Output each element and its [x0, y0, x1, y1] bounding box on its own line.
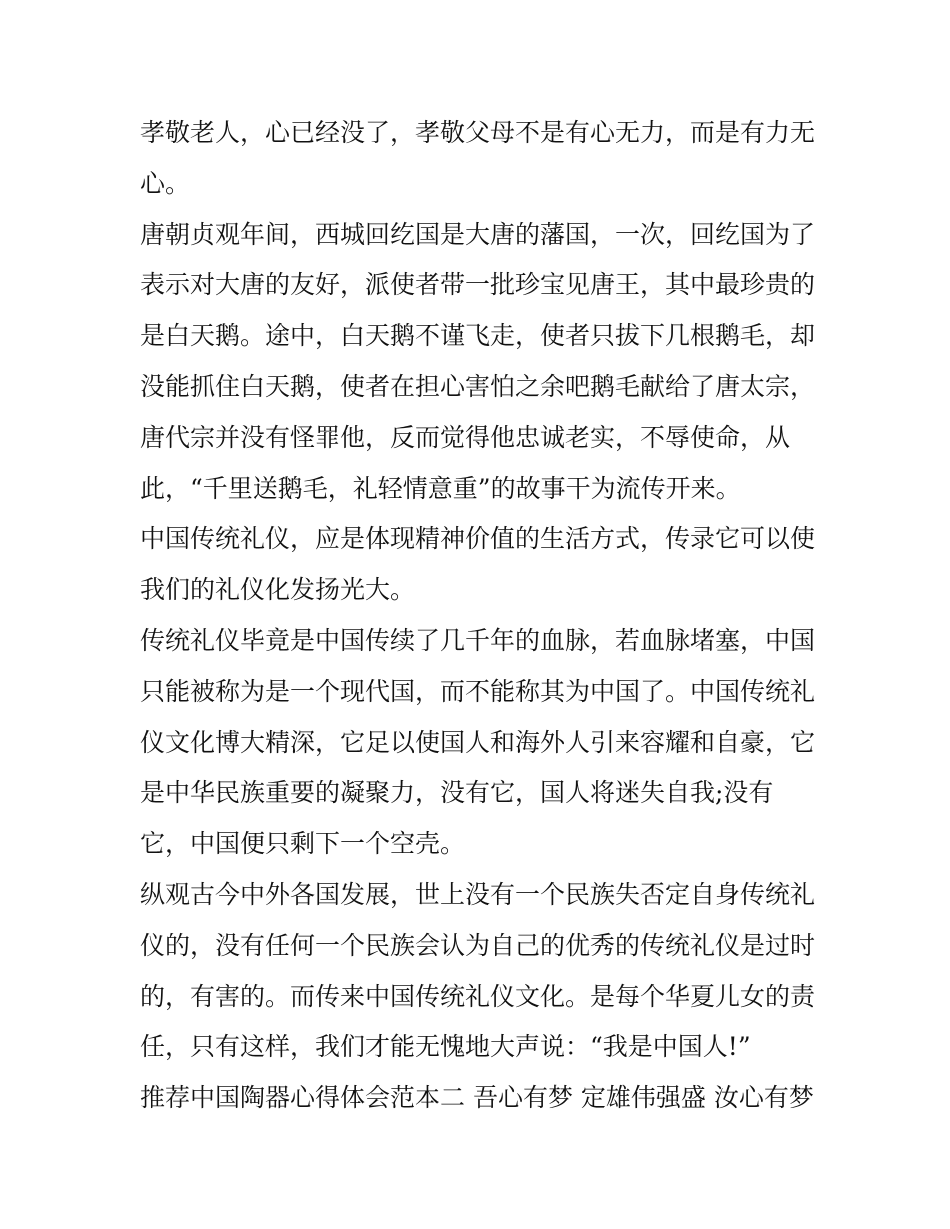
text-line: 只能被称为是一个现代国，而不能称其为中国了。中国传统礼: [140, 676, 816, 706]
text-line: 传统礼仪毕竟是中国传续了几千年的血脉，若血脉堵塞，中国: [140, 625, 816, 655]
text-line: 仪文化博大精深，它足以使国人和海外人引来容耀和自豪，它: [140, 727, 816, 757]
text-line: 是中华民族重要的凝聚力，没有它，国人将迷失自我;没有: [140, 778, 774, 808]
text-line: 此，“千里送鹅毛，礼轻情意重”的故事干为流传开来。: [140, 473, 741, 503]
text-line: 纵观古今中外各国发展，世上没有一个民族失否定自身传统礼: [140, 879, 816, 909]
text-line: 没能抓住白天鹅，使者在担心害怕之余吧鹅毛献给了唐太宗，: [140, 371, 816, 401]
text-line: 表示对大唐的友好，派使者带一批珍宝见唐王，其中最珍贵的: [140, 270, 816, 300]
text-line: 的，有害的。而传来中国传统礼仪文化。是每个华夏儿女的责: [140, 981, 816, 1011]
body-text: [140, 108, 820, 1124]
text-line: 我们的礼仪化发扬光大。: [140, 575, 416, 605]
text-line: 推荐中国陶器心得体会范本二 吾心有梦 定雄伟强盛 汝心有梦: [140, 1083, 814, 1113]
text-line: 孝敬老人，心已经没了，孝敬父母不是有心无力，而是有力无: [140, 118, 816, 147]
text-line: 唐朝贞观年间，西城回纥国是大唐的藩国，一次，回纥国为了: [140, 219, 816, 249]
text-line: 唐代宗并没有怪罪他，反而觉得他忠诚老实，不辱使命，从: [140, 422, 791, 452]
text-line: 它，中国便只剩下一个空壳。: [140, 829, 466, 859]
text-line: 心。: [140, 168, 191, 198]
text-line: 任，只有这样，我们才能无愧地大声说：“我是中国人!”: [140, 1032, 751, 1062]
text-line: 中国传统礼仪，应是体现精神价值的生活方式，传录它可以使: [140, 524, 816, 554]
text-line: 是白天鹅。途中，白天鹅不谨飞走，使者只拔下几根鹅毛，却: [140, 321, 816, 351]
text-line: 仪的，没有任何一个民族会认为自己的优秀的传统礼仪是过时: [140, 930, 816, 960]
